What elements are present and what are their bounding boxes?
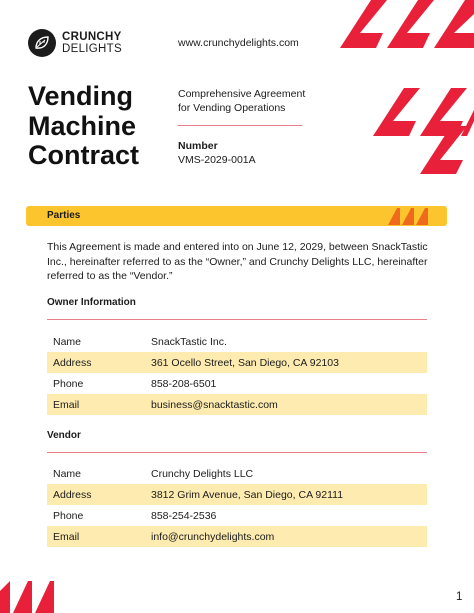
title-line1: Vending [28, 81, 134, 111]
row-value: SnackTastic Inc. [151, 335, 227, 348]
row-value: 3812 Grim Avenue, San Diego, CA 92111 [151, 488, 344, 501]
table-row [47, 373, 427, 394]
table-row [47, 526, 427, 547]
row-key: Address [53, 488, 92, 501]
brand-line1: CRUNCHY [62, 31, 122, 43]
section-header-bar [26, 206, 447, 226]
owner-heading: Owner Information [47, 297, 136, 308]
brand-line2: DELIGHTS [62, 43, 122, 55]
vendor-table [47, 463, 427, 547]
page-number: 1 [456, 591, 463, 603]
brand-logo [28, 29, 122, 57]
table-row [47, 331, 427, 352]
leaf-icon [28, 29, 56, 57]
row-key: Address [53, 356, 92, 369]
owner-divider [47, 319, 427, 320]
row-value: 361 Ocello Street, San Diego, CA 92103 [151, 356, 339, 369]
table-row [47, 463, 427, 484]
row-value[interactable]: info@crunchydelights.com [151, 530, 275, 543]
vendor-divider [47, 452, 427, 453]
row-key: Name [53, 335, 82, 348]
table-row [47, 394, 427, 415]
table-row [47, 352, 427, 373]
number-label: Number [178, 140, 218, 152]
row-key: Phone [53, 509, 84, 522]
decorative-chevrons-top [338, 0, 474, 175]
title-line2: Machine [28, 110, 137, 141]
row-value: 858-208-6501 [151, 377, 217, 390]
row-key: Phone [53, 377, 84, 390]
table-row [47, 484, 427, 505]
subtitle-divider [178, 125, 302, 126]
contract-number: VMS-2029-001A [178, 154, 256, 166]
row-value[interactable]: business@snacktastic.com [151, 398, 278, 411]
subtitle-line1: Comprehensive Agreement [178, 88, 306, 100]
owner-table [47, 331, 427, 415]
section-bar-chevrons [388, 208, 428, 225]
subtitle-line2: for Vending Operations [178, 102, 286, 114]
brand-name [62, 31, 122, 55]
section-title: Parties [47, 210, 81, 221]
row-value: 858-254-2536 [151, 509, 217, 522]
document-title [28, 82, 139, 171]
title-line3: Contract [28, 140, 140, 170]
document-subtitle [178, 87, 305, 115]
row-key: Email [53, 398, 80, 411]
row-value: Crunchy Delights LLC [151, 467, 254, 480]
row-key: Name [53, 467, 82, 480]
vendor-heading: Vendor [47, 430, 81, 441]
decorative-chevrons-bottom [0, 581, 60, 613]
agreement-intro: This Agreement is made and entered into on June 12, 2029, between SnackTastic Inc., hereinafter referred to as the “Owner,” and Crunchy Delights LLC, hereinafter referred to as the “Vendor.” [47, 241, 428, 282]
table-row [47, 505, 427, 526]
website-link[interactable]: www.crunchydelights.com [178, 37, 299, 49]
row-key: Email [53, 530, 80, 543]
